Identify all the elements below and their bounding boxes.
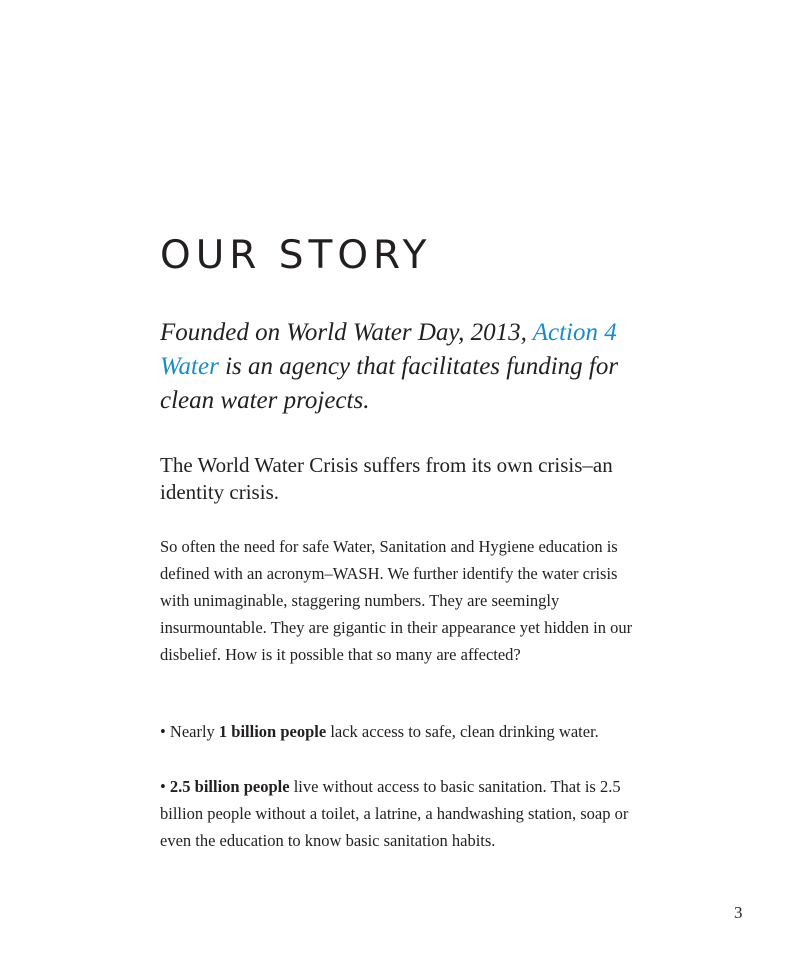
bullet-item	[160, 718, 650, 745]
bullet-statistic: 1 billion people	[218, 722, 327, 741]
intro-text-after: is an agency that facilitates funding for clean water projects.	[160, 353, 619, 414]
page-number: 3	[734, 903, 743, 922]
lead-paragraph: The World Water Crisis suffers from its own crisis–an identity crisis.	[160, 453, 613, 504]
bullet-item	[160, 773, 650, 854]
body-paragraph: So often the need for safe Water, Sanitation and Hygiene education is defined with an acronym–WASH. We further identify the water crisis with unimaginable, staggering numbers. They are seemingly insurmountable. They are gigantic in their appearance yet hidden in our disbelief. How is it possible that so many are affected?	[160, 537, 633, 664]
intro-text-before: Founded on World Water Day, 2013,	[160, 319, 533, 346]
page-title: OUR STORY	[160, 233, 432, 278]
bullet-suffix: lack access to safe, clean drinking water.	[326, 722, 599, 741]
bullet-prefix: • Nearly	[160, 722, 219, 741]
organization-name-highlight: Action 4 Water	[160, 319, 617, 380]
bullet-statistic: 2.5 billion people	[169, 777, 290, 796]
bullet-prefix: •	[160, 777, 170, 796]
intro-statement	[160, 316, 650, 418]
bullet-suffix: live without access to basic sanitation. That is 2.5 billion people without a toilet, a latrine, a handwashing station, soap or even the education to know basic sanitation habits.	[160, 777, 629, 850]
